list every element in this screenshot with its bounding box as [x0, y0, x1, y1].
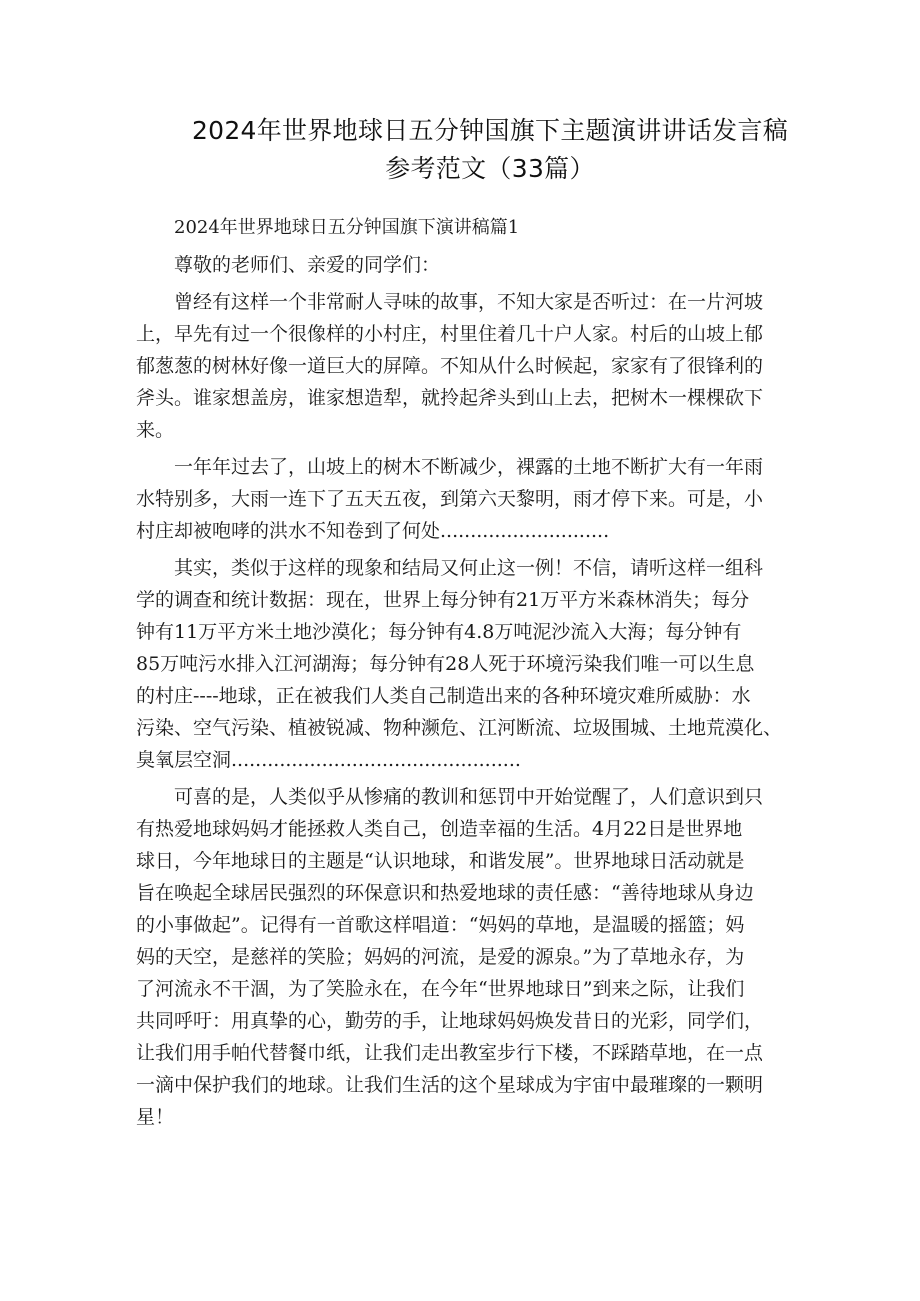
- paragraph-line: 其实，类似于这样的现象和结局又何止这一例！不信，请听这样一组科: [174, 557, 764, 579]
- paragraph-2: [136, 451, 798, 547]
- paragraph-line: 来。: [136, 419, 175, 441]
- paragraph-line: 旨在唤起全球居民强烈的环保意识和热爱地球的责任感：“善待地球从身边: [136, 882, 754, 904]
- paragraph-line: 一滴中保护我们的地球。让我们生活的这个星球成为宇宙中最璀璨的一颗明: [136, 1074, 764, 1096]
- paragraph-3: [136, 552, 798, 776]
- paragraph-line: 了河流永不干涸，为了笑脸永在，在今年“世界地球日”到来之际，让我们: [136, 978, 745, 1000]
- paragraph-line: 85万吨污水排入江河湖海；每分钟有28人死于环境污染我们唯一可以生息: [136, 653, 755, 675]
- paragraph-line: 斧头。谁家想盖房，谁家想造犁，就拎起斧头到山上去，把树木一棵棵砍下: [136, 387, 764, 409]
- paragraph-line: 学的调查和统计数据：现在，世界上每分钟有21万平方米森林消失；每分: [136, 589, 750, 611]
- speech-subheading: 2024年世界地球日五分钟国旗下演讲稿篇1: [174, 217, 520, 238]
- paragraph-line: 妈的天空，是慈祥的笑脸；妈妈的河流，是爱的源泉。”为了草地永存，为: [136, 946, 745, 968]
- paragraph-line: 臭氧层空洞................................................: [136, 749, 521, 771]
- paragraph-line: 水特别多，大雨一连下了五天五夜，到第六天黎明，雨才停下来。可是，小: [136, 488, 764, 510]
- document-title: [140, 112, 840, 188]
- title-line-1: 2024年世界地球日五分钟国旗下主题演讲讲话发言稿: [191, 116, 789, 145]
- paragraph-line: 星！: [136, 1106, 175, 1128]
- paragraph-line: 郁葱葱的树林好像一道巨大的屏障。不知从什么时候起，家家有了很锋利的: [136, 355, 764, 377]
- paragraph-4: [136, 781, 798, 1133]
- paragraph-line: 的村庄----地球，正在被我们人类自己制造出来的各种环境灾难所威胁：水: [136, 685, 751, 707]
- paragraph-line: 让我们用手帕代替餐巾纸，让我们走出教室步行下楼，不踩踏草地，在一点: [136, 1042, 764, 1064]
- paragraph-line: 的小事做起”。记得有一首歌这样唱道：“妈妈的草地，是温暖的摇篮；妈: [136, 914, 745, 936]
- paragraph-line: 曾经有这样一个非常耐人寻味的故事，不知大家是否听过：在一片河坡: [174, 291, 764, 313]
- paragraph-line: 污染、空气污染、植被锐减、物种濒危、江河断流、垃圾围城、土地荒漠化、: [136, 717, 783, 739]
- salutation: 尊敬的老师们、亲爱的同学们：: [174, 254, 441, 276]
- document-body: [136, 212, 798, 1133]
- title-line-2: 参考范文（33篇）: [385, 154, 595, 183]
- paragraph-line: 球日，今年地球日的主题是“认识地球，和谐发展”。世界地球日活动就是: [136, 850, 745, 872]
- paragraph-1: [136, 286, 798, 446]
- paragraph-line: 可喜的是，人类似乎从惨痛的教训和惩罚中开始觉醒了，人们意识到只: [174, 786, 764, 808]
- paragraph-line: 有热爱地球妈妈才能拯救人类自己，创造幸福的生活。4月22日是世界地: [136, 818, 743, 840]
- paragraph-line: 钟有11万平方米土地沙漠化；每分钟有4.8万吨泥沙流入大海；每分钟有: [136, 621, 742, 643]
- paragraph-line: 一年年过去了，山坡上的树木不断减少，裸露的土地不断扩大有一年雨: [174, 456, 764, 478]
- paragraph-line: 共同呼吁：用真挚的心，勤劳的手，让地球妈妈焕发昔日的光彩，同学们，: [136, 1010, 764, 1032]
- paragraph-line: 村庄却被咆哮的洪水不知卷到了何处............................: [136, 520, 610, 542]
- paragraph-line: 上，早先有过一个很像样的小村庄，村里住着几十户人家。村后的山坡上郁: [136, 323, 764, 345]
